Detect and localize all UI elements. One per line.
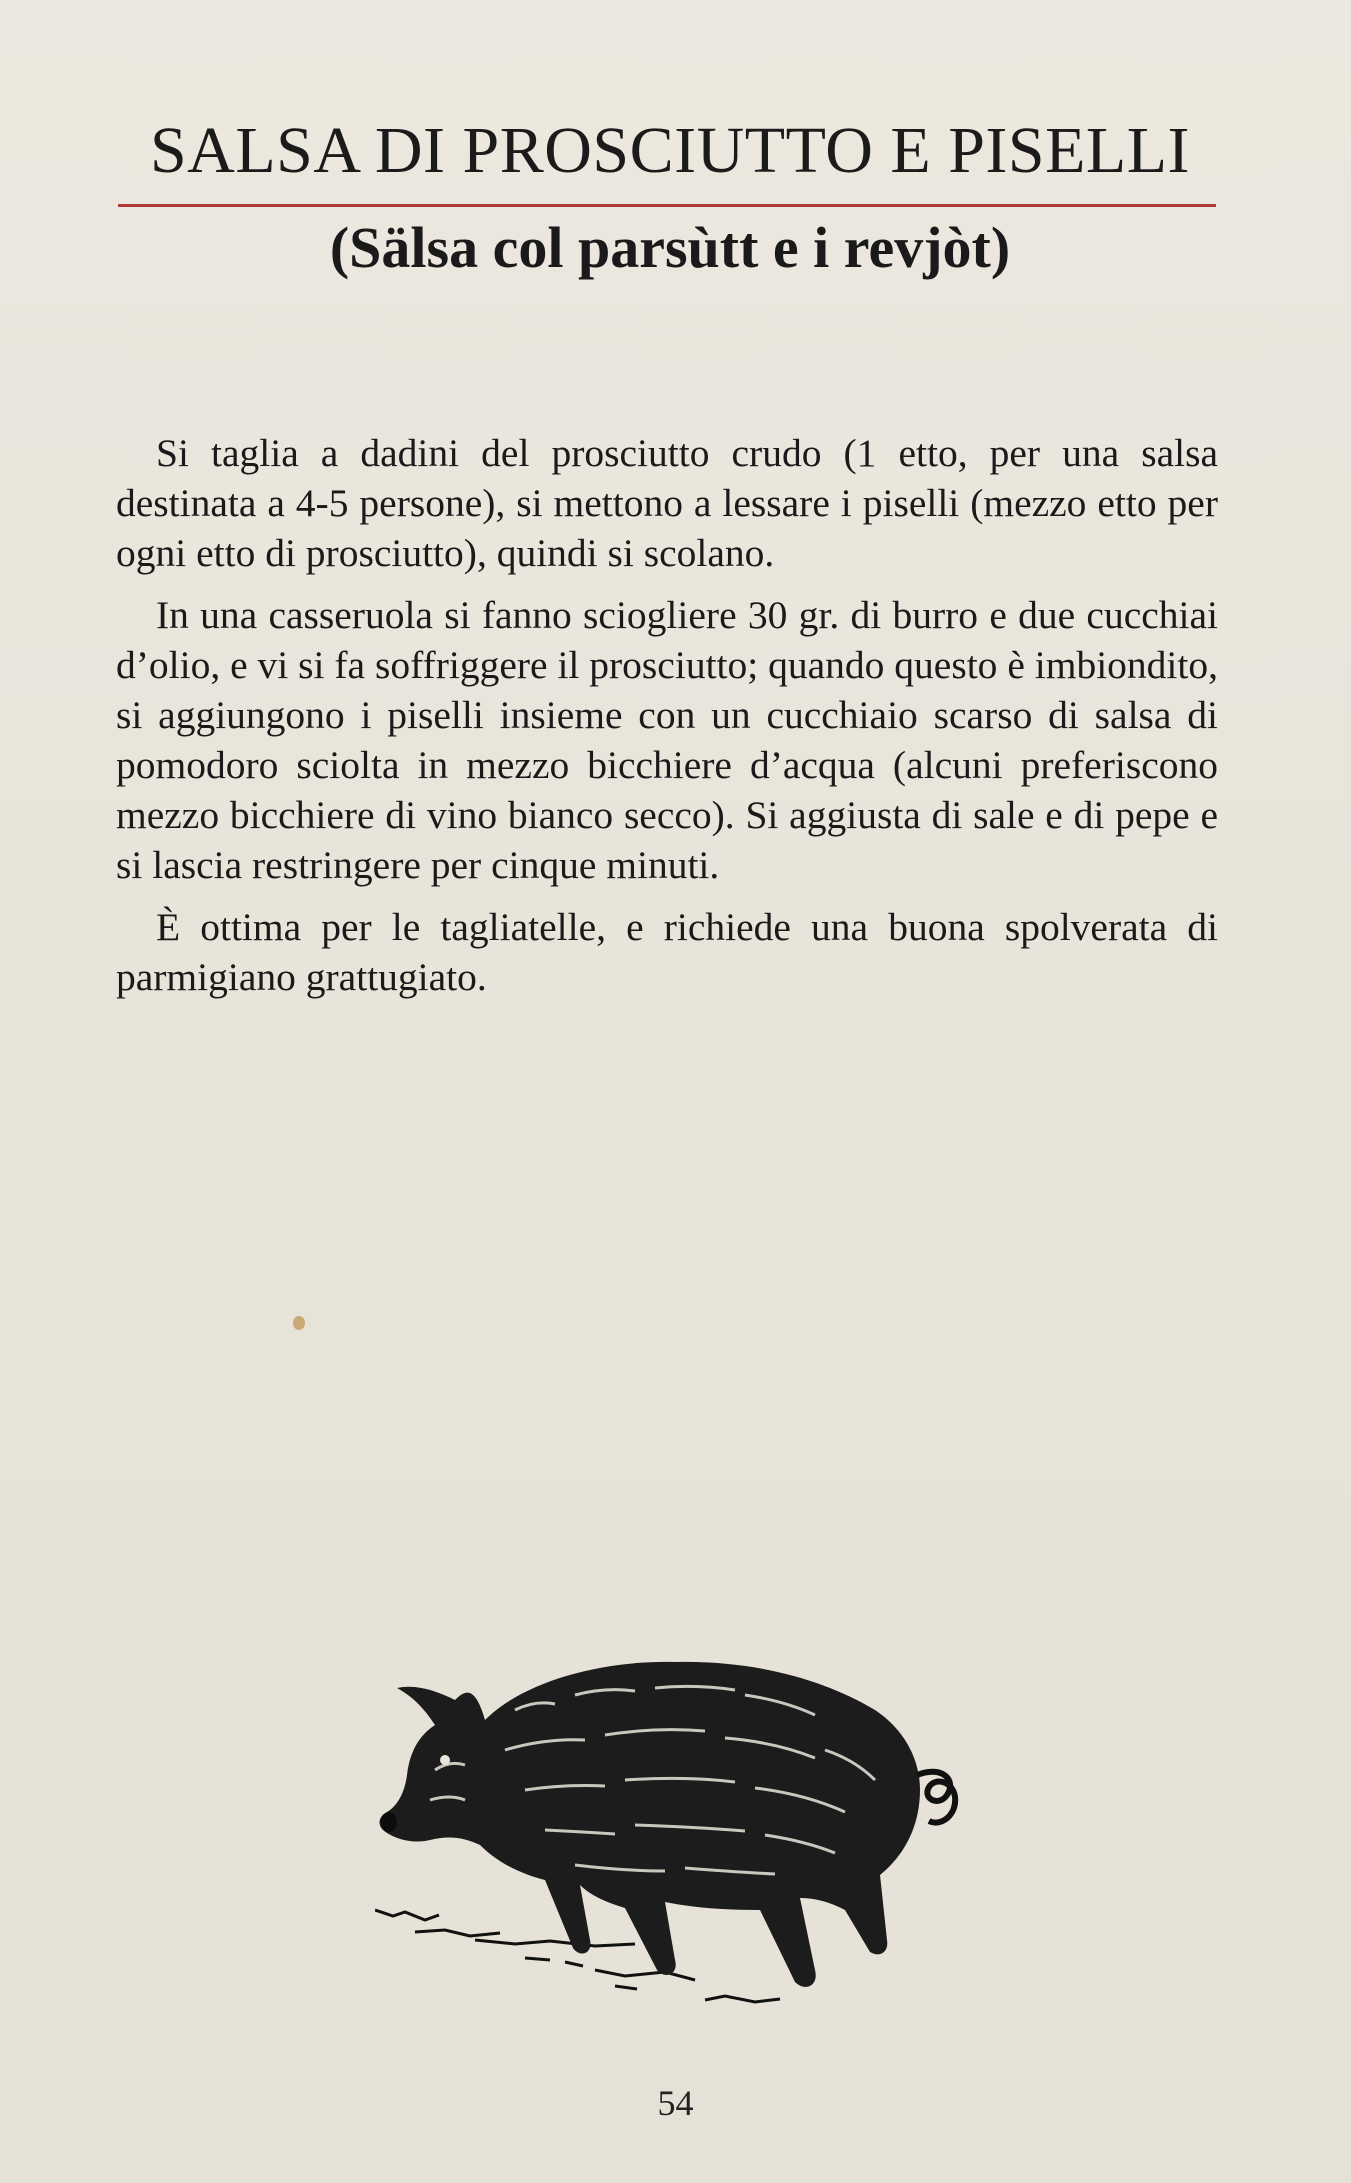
pig-eye <box>440 1755 450 1765</box>
pig-snout <box>381 1812 397 1832</box>
page-number: 54 <box>657 2083 694 2123</box>
recipe-subtitle: (Sälsa col parsùtt e i revjòt) <box>329 215 1011 280</box>
recipe-title: SALSA DI PROSCIUTTO E PISELLI <box>149 114 1191 187</box>
pig-tail <box>917 1772 955 1823</box>
title-rule <box>118 204 1216 207</box>
paragraph-serving: È ottima per le tagliatelle, e richiede una buona spolverata di parmigiano grattugiato. <box>116 905 1218 999</box>
paragraph-method: In una casseruola si fanno sciogliere 30 gr. di burro e due cucchiai d’olio, e vi si fa soffriggere il prosciutto; quando questo è imbiondito, si aggiungono i piselli insieme con un cucchiaio scarso di salsa di pomodoro sciolta in mezzo bicchiere d’acqua (alcuni preferiscono mezzo bicchiere di vino bianco secco). Si aggiusta di sale e di pepe e si lascia restringere per cinque minuti. <box>116 593 1218 887</box>
pig-woodcut-icon <box>375 1640 985 2040</box>
recipe-body <box>116 428 1218 1014</box>
paragraph-ingredients: Si taglia a dadini del prosciutto crudo (1 etto, per una salsa destinata a 4-5 persone), si mettono a lessare i piselli (mezzo etto per ogni etto di prosciutto), quindi si scolano. <box>116 431 1218 575</box>
paper-stain <box>293 1316 305 1330</box>
